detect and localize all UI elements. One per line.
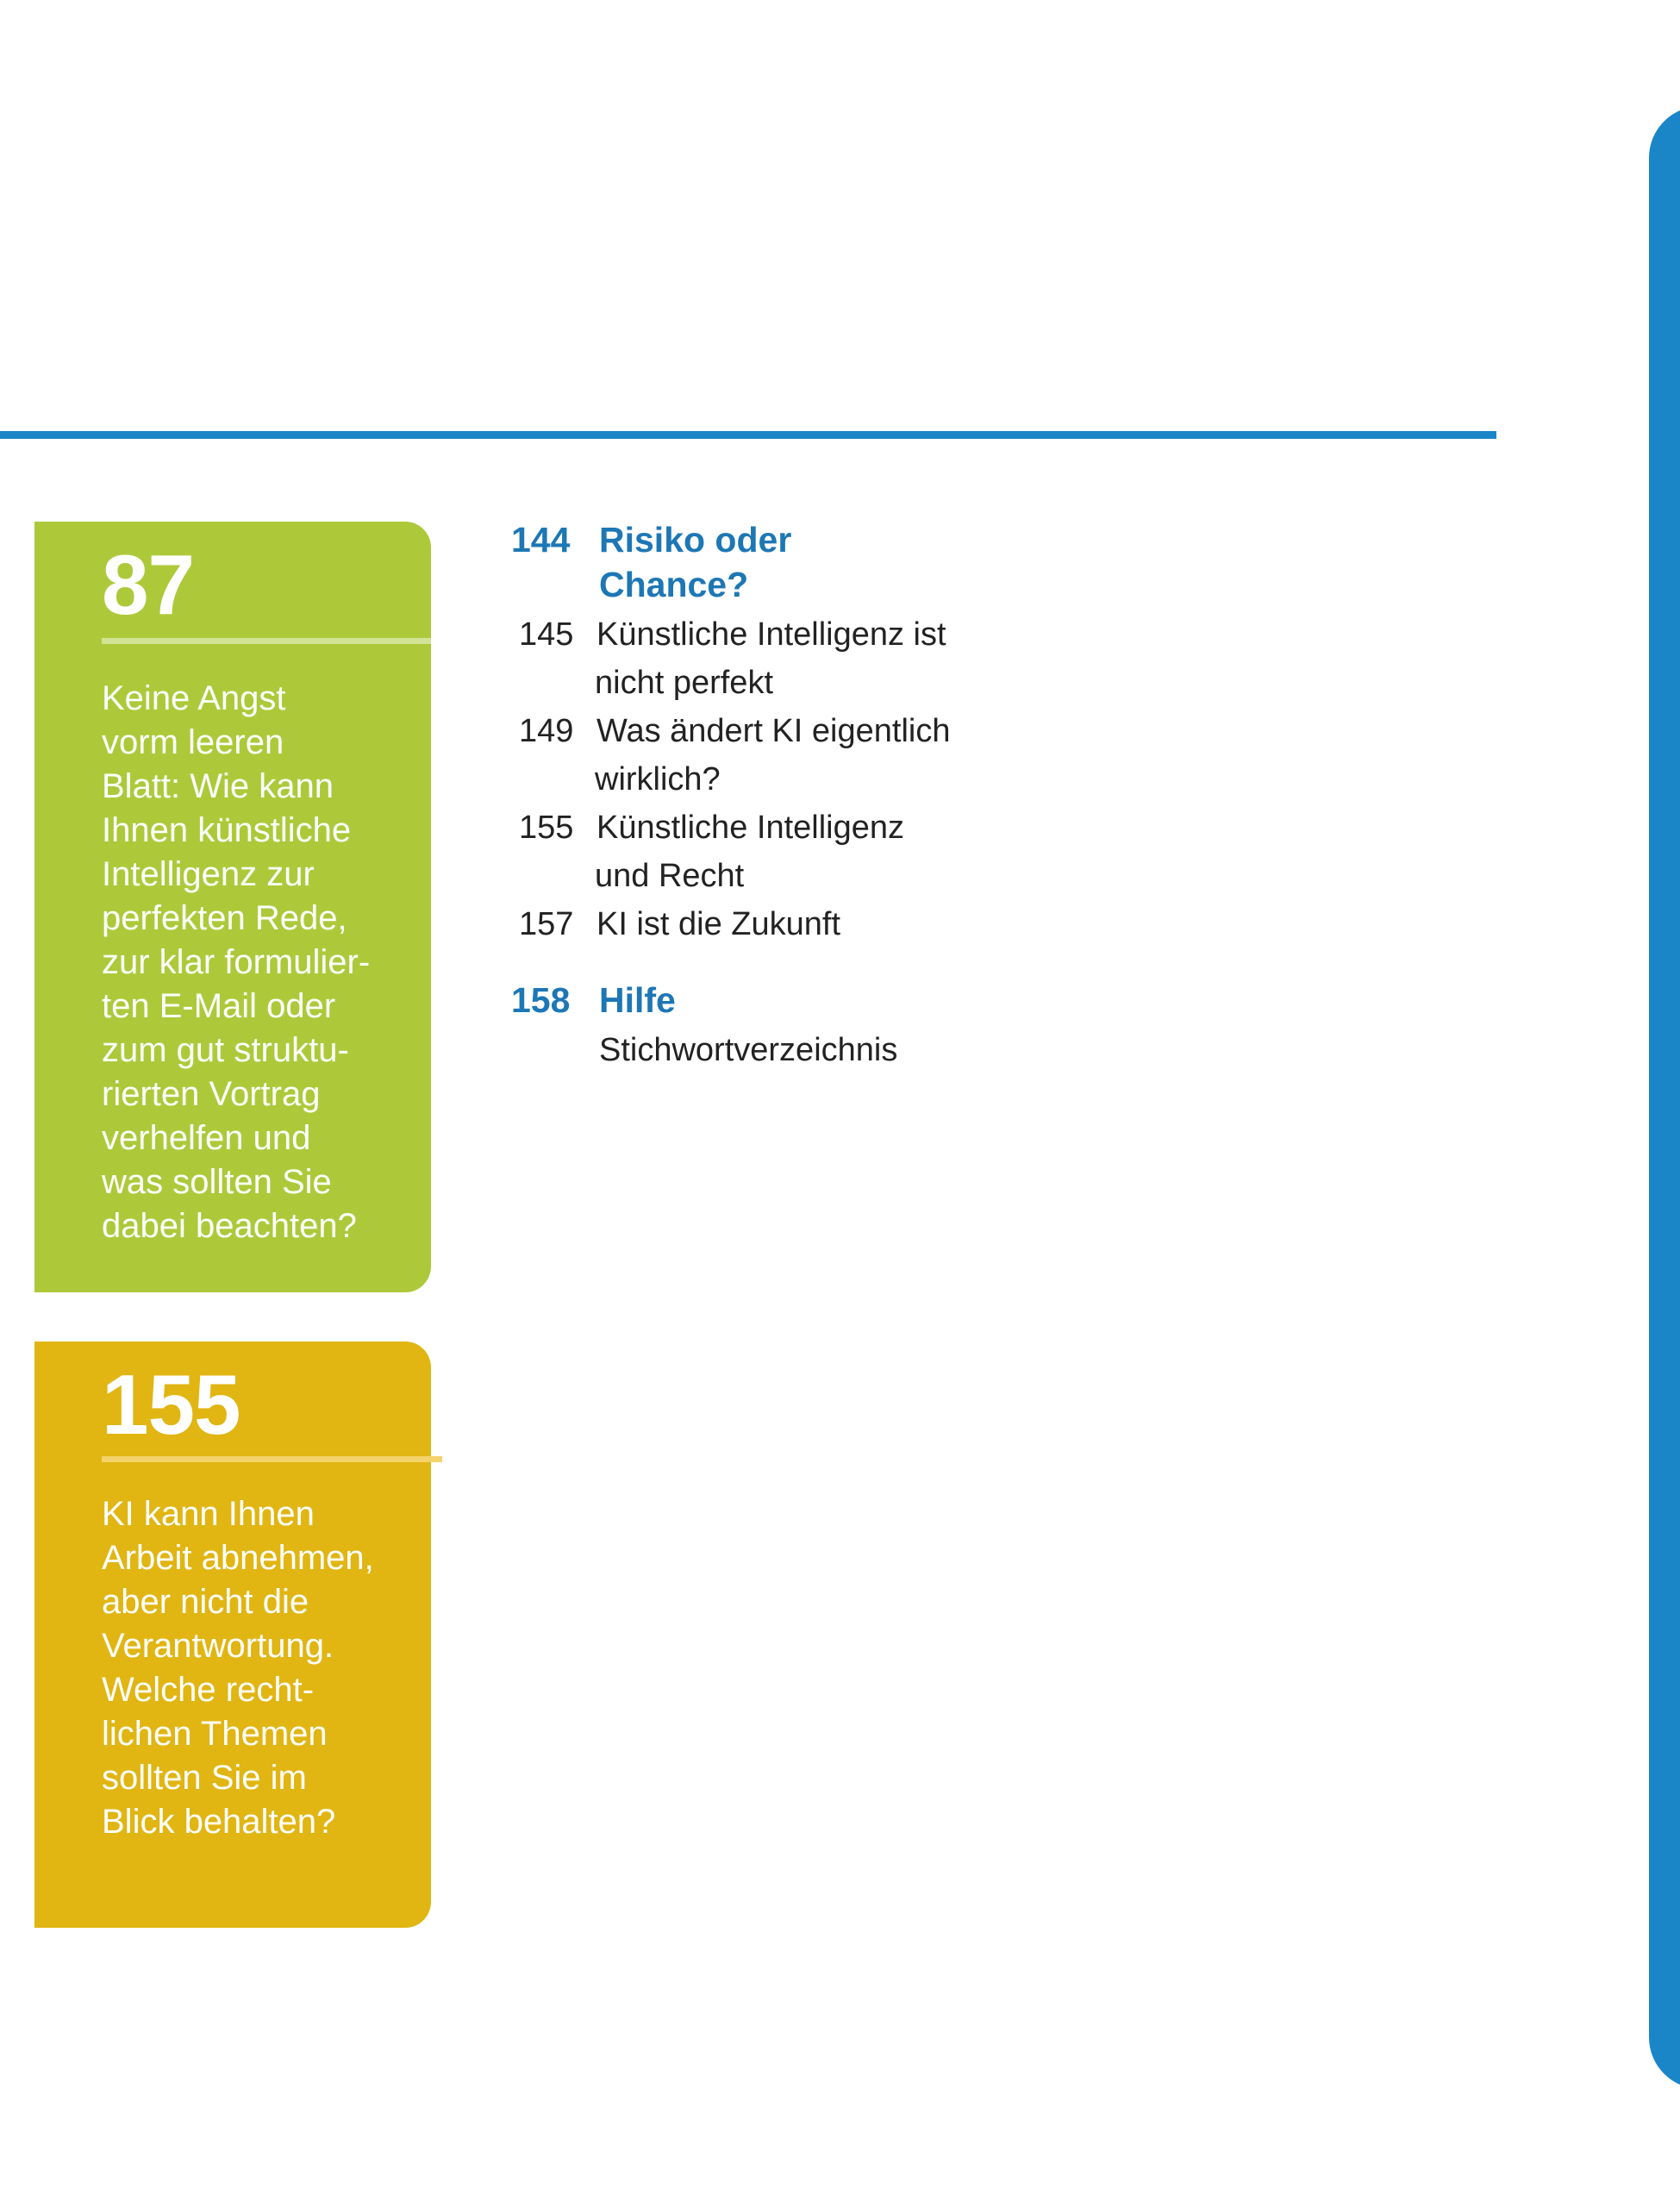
toc-chapter-title: Hilfe [599, 980, 676, 1020]
toc-entry-title: nicht perfekt [595, 665, 773, 701]
toc-entry[interactable] [509, 804, 950, 900]
box-text-line: sollten Sie im [102, 1759, 307, 1797]
box-description [102, 1492, 414, 1844]
toc-entry-title: und Recht [595, 858, 745, 894]
box-text-line: rierten Vortrag [102, 1075, 321, 1113]
toc-entry[interactable] [509, 900, 950, 948]
box-text-line: Intelligenz zur [102, 855, 315, 893]
toc-page-number: 158 [511, 980, 571, 1020]
box-text-line: dabei beachten? [102, 1207, 357, 1245]
toc-page-number: 145 [519, 616, 574, 653]
toc-chapter-heading[interactable] [509, 517, 950, 607]
toc-page-number: 149 [519, 713, 574, 749]
box-text-line: verhelfen und [102, 1119, 311, 1157]
box-text-line: zur klar formulier- [102, 943, 371, 981]
toc-page-number: 144 [511, 520, 571, 560]
box-text-line: aber nicht die [102, 1583, 309, 1621]
box-text-line: perfekten Rede, [102, 899, 347, 937]
box-text-line: Verantwortung. [102, 1627, 334, 1665]
box-text-line: ten E-Mail oder [102, 987, 336, 1025]
side-tab-marker [1649, 106, 1680, 2089]
toc-entry-title: Künstliche Intelligenz [596, 810, 904, 846]
box-text-line: zum gut struktu- [102, 1031, 349, 1069]
toc-entry-title: Künstliche Intelligenz ist [596, 616, 946, 653]
toc-chapter-title: Chance? [599, 565, 749, 604]
box-divider [102, 1456, 442, 1462]
box-text-line: vorm leeren [102, 723, 284, 761]
toc-chapter-heading[interactable] [509, 978, 950, 1023]
box-text-line: KI kann Ihnen [102, 1495, 315, 1533]
toc-entry[interactable] [509, 610, 950, 707]
box-text-line: was sollten Sie [102, 1163, 332, 1201]
box-text-line: Blatt: Wie kann [102, 767, 334, 805]
toc-page-number: 155 [519, 810, 574, 846]
highlight-box-87 [34, 522, 431, 1292]
box-text-line: Blick behalten? [102, 1803, 336, 1841]
box-text-line: Arbeit abnehmen, [102, 1539, 374, 1577]
toc-entry-title: Was ändert KI eigentlich [596, 713, 951, 749]
box-text-line: lichen Themen [102, 1715, 328, 1753]
highlight-box-155 [34, 1342, 431, 1928]
toc-entry-title: wirklich? [595, 761, 721, 797]
box-page-number: 155 [102, 1357, 240, 1452]
toc-entry[interactable] [509, 707, 950, 804]
toc-page-number: 157 [519, 906, 574, 942]
box-text-line: Keine Angst [102, 679, 286, 717]
top-divider [0, 431, 1496, 439]
box-page-number: 87 [102, 537, 195, 632]
box-divider [102, 638, 431, 644]
toc-entry-title: KI ist die Zukunft [596, 906, 841, 942]
table-of-contents [509, 517, 950, 1074]
box-text-line: Welche recht- [102, 1671, 315, 1709]
box-description [102, 677, 414, 1248]
toc-chapter-title: Risiko oder [599, 520, 792, 560]
box-text-line: Ihnen künstliche [102, 811, 352, 849]
toc-entry-title[interactable]: Stichwortverzeichnis [599, 1032, 898, 1068]
